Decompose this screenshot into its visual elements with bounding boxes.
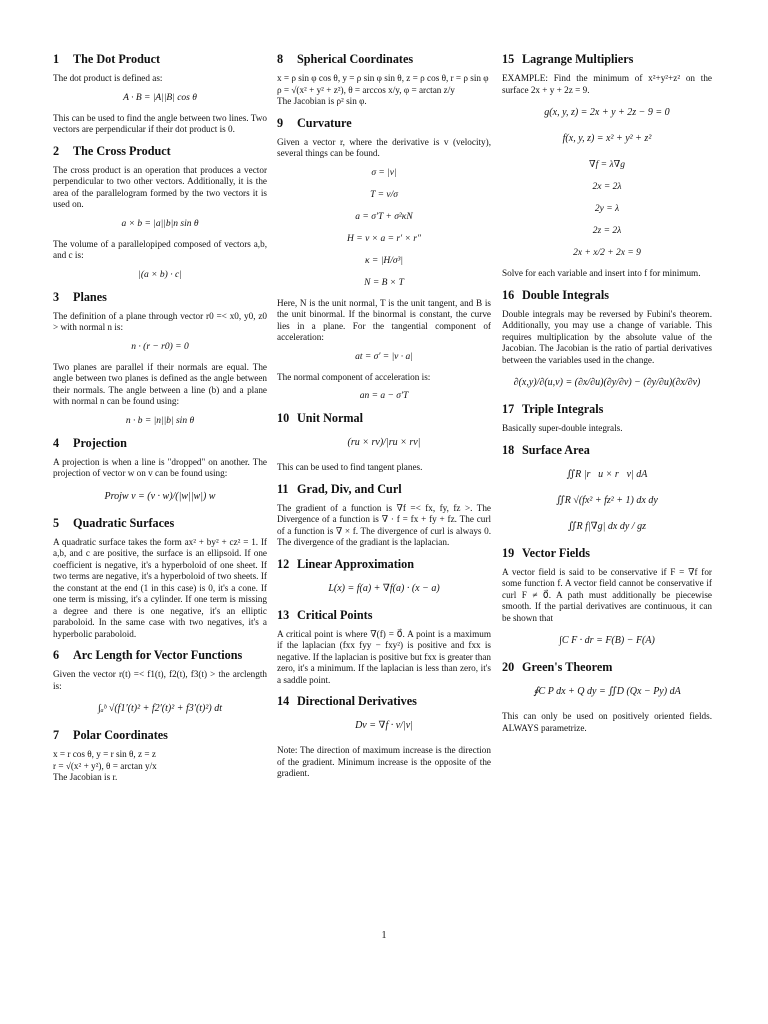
section-linear-approximation: [277, 557, 491, 596]
equation: 2y = λ: [594, 204, 620, 214]
paragraph: Solve for each variable and insert into f for minimum.: [502, 268, 701, 278]
section-spherical-coordinates: [277, 52, 491, 108]
section-heading: 17 Triple Integrals: [502, 402, 604, 416]
paragraph: Basically super-double integrals.: [502, 423, 623, 433]
equation: H = v × a = r′ × r″: [347, 233, 421, 244]
paragraph: This can only be used on positively oriented fields. ALWAYS parametrize.: [502, 711, 712, 733]
paragraph: The volume of a parallelopiped composed of vectors a,b, and c is:: [53, 238, 267, 260]
section-heading: 12 Linear Approximation: [277, 556, 415, 571]
paragraph: A critical point is where ∇(f) = 0⃗. A point is a maximum if the laplacian (fxx fyy − fxy²) is positive and fxx is negative. If the laplacian is positive but fxx is greater than zero, it's a minimum. If the laplacian is less than zero, it's a saddle point.: [277, 628, 491, 685]
equation: a = σ′T + σ²κN: [355, 211, 413, 222]
section-projection: [53, 436, 267, 504]
section-heading: 8 Spherical Coordinates: [277, 52, 414, 66]
paragraph: ρ = √(x² + y² + z²), θ = arccos x/y, φ = arctan z/y: [277, 84, 455, 95]
equation: Dv = ∇f · v/|v|: [355, 720, 413, 731]
section-triple-integrals: [502, 402, 712, 435]
section-cross-product: [53, 144, 267, 282]
section-planes: [53, 290, 267, 428]
equation: Projw v = (v · w)/(|w||w|) w: [104, 490, 216, 502]
equation: n · (r − r0) = 0: [131, 341, 189, 352]
paragraph: Given a vector r, where the derivative is v (velocity), several things can be found.: [277, 136, 491, 158]
equation: A · B = |A||B| cos θ: [123, 92, 197, 103]
paragraph: Two planes are parallel if their normals are equal. The angle between two planes is defined as the angle between their normals. The angle between a line (b) and a plane with normal n can be found using:: [53, 361, 267, 406]
column-2: [277, 48, 491, 788]
section-heading: 9 Curvature: [277, 115, 352, 130]
equation: at = σ′ = |v · a|: [355, 351, 413, 362]
equation: f(x, y, z) = x² + y² + z²: [562, 133, 652, 144]
section-heading: 3 Planes: [53, 289, 107, 304]
paragraph: x = ρ sin φ cos θ, y = ρ sin φ sin θ, z = ρ cos θ, r = ρ sin φ: [277, 73, 489, 83]
section-heading: 11 Grad, Div, and Curl: [277, 481, 402, 496]
section-heading: 20 Green's Theorem: [502, 660, 613, 674]
paragraph: This can be used to find the angle between two lines. Two vectors are perpendicular if their dot product is 0.: [53, 112, 267, 134]
section-heading: 4 Projection: [53, 435, 127, 450]
section-arc-length: [53, 648, 267, 716]
section-surface-area: [502, 443, 712, 534]
section-heading: 18 Surface Area: [502, 442, 590, 457]
equation: 2z = 2λ: [592, 226, 622, 236]
equation: N = B × T: [364, 277, 404, 288]
section-double-integrals: [502, 288, 712, 391]
equation: ∫C F · dr = F(B) − F(A): [559, 635, 655, 646]
equation: (ru × rv)/|ru × rv|: [347, 437, 421, 448]
section-heading: 16 Double Integrals: [502, 287, 610, 302]
equation: ∫ₐᵇ √(f1′(t)² + f2′(t)² + f3′(t)²) dt: [98, 703, 222, 714]
section-heading: 19 Vector Fields: [502, 545, 591, 560]
equation: g(x, y, z) = 2x + y + 2z − 9 = 0: [544, 107, 670, 118]
paragraph: The Jacobian is r.: [53, 772, 118, 782]
equation: σ = |v|: [371, 167, 397, 178]
paragraph: x = r cos θ, y = r sin θ, z = z: [53, 749, 156, 759]
paragraph: The normal component of acceleration is:: [277, 371, 431, 382]
equation: ∬R √(fx² + fz² + 1) dx dy: [556, 494, 658, 506]
section-vector-fields: [502, 546, 712, 649]
section-heading: 6 Arc Length for Vector Functions: [53, 648, 243, 662]
paragraph: EXAMPLE: Find the minimum of x²+y²+z² on the surface 2x + y + 2z = 9.: [502, 73, 712, 95]
column-1: [53, 48, 267, 792]
paragraph: A vector field is said to be conservative if F = ∇f for some function f. A vector field cannot be conservative if curl F ≠ 0⃗. A path must additionally be piecewise smooth. If the partial derivatives are continuous, it can be shown that: [502, 566, 712, 623]
equation: a × b = |a||b|n sin θ: [121, 218, 199, 229]
equation: κ = |H/σ³|: [365, 255, 403, 266]
section-heading: 1 The Dot Product: [53, 52, 161, 66]
section-heading: 14 Directional Derivatives: [277, 694, 417, 708]
section-dot-product: [53, 52, 267, 136]
equation: L(x) = f(a) + ∇f(a) · (x − a): [328, 582, 440, 594]
page-number: 1: [381, 930, 387, 941]
equation: n · b = |n||b| sin θ: [125, 415, 195, 426]
equation: an = a − σ′T: [359, 391, 409, 401]
paragraph: Here, N is the unit normal, T is the unit tangent, and B is the unit binormal. If the binormal is constant, the curve lies in a plane. For the tangential component of acceleration:: [277, 297, 491, 342]
equation: ∮C P dx + Q dy = ∬D (Qx − Py) dA: [533, 686, 681, 697]
section-quadratic-surfaces: [53, 516, 267, 641]
section-polar-coordinates: [53, 728, 267, 784]
paragraph: A projection is when a line is "dropped" on another. The projection of vector w on v can be found using:: [53, 456, 267, 478]
paragraph: Note: The direction of maximum increase is the direction of the gradient. Minimum increase is the opposite of the gradient.: [277, 745, 491, 778]
section-heading: 5 Quadratic Surfaces: [53, 515, 175, 530]
section-greens-theorem: [502, 660, 712, 734]
paragraph: The dot product is defined as:: [53, 73, 163, 83]
paragraph: This can be used to find tangent planes.: [277, 462, 423, 472]
section-directional-derivatives: [277, 694, 491, 780]
equation: 2x + x/2 + 2x = 9: [573, 248, 641, 258]
paragraph: The gradient of a function is ∇f =< fx, fy, fz >. The Divergence of a function is ∇ · f = fx + fy + fz. The curl of a function is ∇ × f. The divergence of curl is always 0. The divergence of the gradiant is the laplacian.: [277, 502, 491, 547]
section-heading: 13 Critical Points: [277, 607, 373, 622]
equation: T = v/σ: [370, 189, 398, 200]
paragraph: The cross product is an operation that produces a vector perpendicular to two other vectors. Additionally, it is the area of the parallelogram formed by the two vectors it is used on.: [53, 164, 267, 209]
section-curvature: [277, 116, 491, 404]
section-heading: 10 Unit Normal: [277, 411, 364, 425]
section-unit-normal: [277, 411, 491, 474]
section-lagrange-multipliers: [502, 52, 712, 280]
paragraph: Double integrals may be reversed by Fubini's theorem. Additionally, you may use a change of variable. This requires multiplication by the absolute value of the Jacobian. The Jacobian is the ratio of partial derivatives between the variables used in the change.: [502, 308, 712, 365]
equation: ∂(x,y)/∂(u,v) = (∂x/∂u)(∂y/∂v) − (∂y/∂u)(∂x/∂v): [513, 377, 701, 388]
paragraph: Given the vector r(t) =< f1(t), f2(t), f3(t) > the arclength is:: [53, 669, 267, 691]
paragraph: r = √(x² + y²), θ = arctan y/x: [53, 760, 157, 771]
equation: ∇f = λ∇g: [589, 160, 625, 170]
column-3: [502, 48, 712, 742]
section-heading: 7 Polar Coordinates: [53, 728, 168, 742]
equation: ∬R |r⃗u × r⃗v| dA: [566, 468, 648, 480]
section-grad-div-curl: [277, 482, 491, 549]
paragraph: The definition of a plane through vector r0 =< x0, y0, z0 > with normal n is:: [53, 310, 267, 332]
section-critical-points: [277, 608, 491, 687]
equation: ∬R f|∇g| dx dy / gz: [568, 520, 646, 532]
paragraph: The Jacobian is ρ² sin φ.: [277, 96, 367, 106]
equation: 2x = 2λ: [592, 182, 622, 192]
paragraph: A quadratic surface takes the form ax² + by² + cz² = 1. If a,b, and c are positive, the surface is an ellipsoid. If one coefficient is negative, it's a hyperboloid of one sheet. If two terms are negative, it's a hyperboloid of two sheets. If the constant at the end (1 in this case) is 0, it's a cone. If one term is missing, it's a cylinder. If one term is missing a degree and there is one negative, it's an elliptic paraboloid. In the same case with two negatives, it's a hyperbolic paraboloid.: [53, 536, 267, 639]
equation: |(a × b) · c|: [138, 269, 182, 280]
section-heading: 2 The Cross Product: [53, 143, 171, 158]
section-heading: 15 Lagrange Multipliers: [502, 52, 634, 66]
